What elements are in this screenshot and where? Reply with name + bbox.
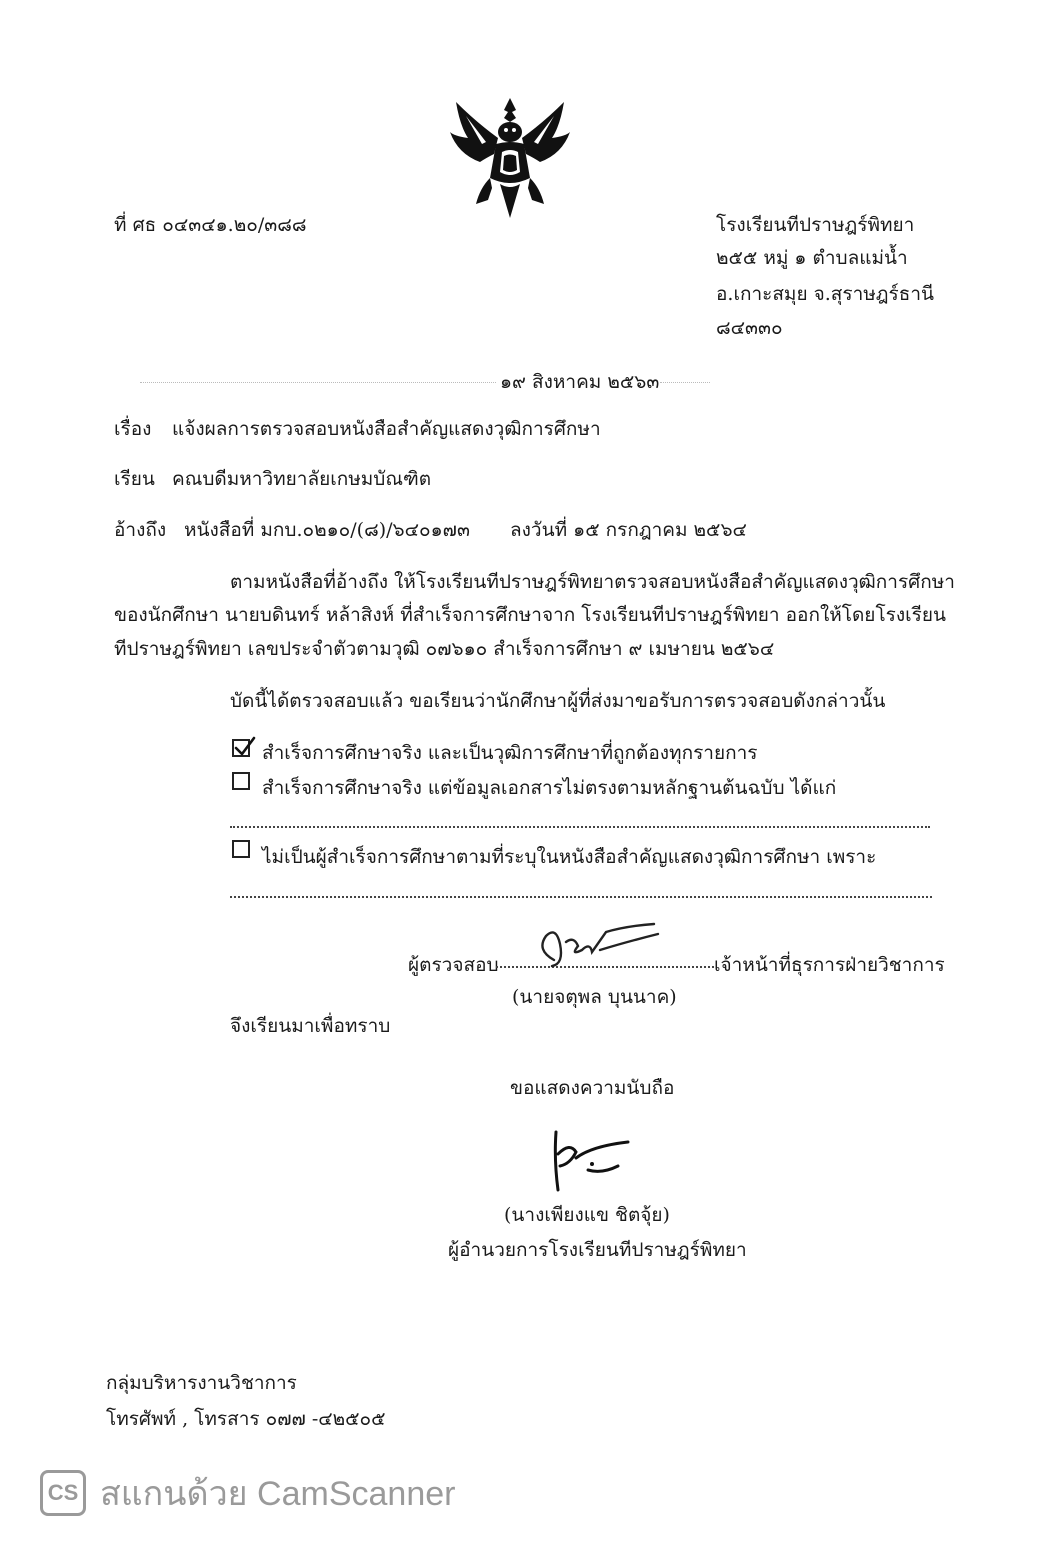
signer-name: (นางเพียงแข ชิตจุ้ย) <box>504 1204 670 1226</box>
footer-contact: โทรศัพท์ , โทรสาร ๐๗๗ -๔๒๕๐๕ <box>106 1408 386 1430</box>
option-checkbox-checked[interactable] <box>232 739 250 757</box>
signer-title: ผู้อำนวยการโรงเรียนทีปราษฎร์พิทยา <box>448 1239 747 1261</box>
option-3-fill-line <box>230 896 932 898</box>
reference-date: ลงวันที่ ๑๕ กรกฎาคม ๒๕๖๔ <box>510 519 747 541</box>
director-signature <box>544 1124 640 1196</box>
letter-date: ๑๙ สิงหาคม ๒๕๖๓ <box>500 371 660 393</box>
recipient-label: เรียน <box>114 468 155 490</box>
sender-district: อ.เกาะสมุย จ.สุราษฎร์ธานี <box>716 283 934 305</box>
garuda-emblem-icon <box>446 92 574 222</box>
sender-address-line: ๒๕๕ หมู่ ๑ ตำบลแม่น้ำ <box>716 247 908 269</box>
reference-document: หนังสือที่ มกบ.๐๒๑๐/(๘)/๖๔๐๑๗๓ <box>184 519 470 541</box>
date-leader <box>140 382 496 383</box>
inspector-name: (นายจตุพล บุนนาค) <box>512 986 677 1008</box>
option-label-2: สำเร็จการศึกษาจริง แต่ข้อมูลเอกสารไม่ตรงตามหลักฐานต้นฉบับ ได้แก่ <box>262 777 837 799</box>
salutation: ขอแสดงความนับถือ <box>510 1077 675 1099</box>
inspector-position: เจ้าหน้าที่ธุรการฝ่ายวิชาการ <box>714 954 945 976</box>
option-label-1: สำเร็จการศึกษาจริง และเป็นวุฒิการศึกษาที่ถูกต้องทุกรายการ <box>262 742 758 764</box>
option-label-3: ไม่เป็นผู้สำเร็จการศึกษาตามที่ระบุในหนังสือสำคัญแสดงวุฒิการศึกษา เพราะ <box>262 846 877 868</box>
reference-number: ที่ ศธ ๐๔๓๔๑.๒๐/๓๘๘ <box>114 214 307 236</box>
checkmark-icon <box>233 735 257 759</box>
recipient-text: คณบดีมหาวิทยาลัยเกษมบัณฑิต <box>172 468 432 490</box>
footer-department: กลุ่มบริหารงานวิชาการ <box>106 1372 297 1394</box>
sender-name: โรงเรียนทีปราษฎร์พิทยา <box>716 214 915 236</box>
subject-text: แจ้งผลการตรวจสอบหนังสือสำคัญแสดงวุฒิการศึกษา <box>172 418 601 440</box>
inspector-signature <box>530 920 670 976</box>
body-line-1: ตามหนังสือที่อ้างถึง ให้โรงเรียนทีปราษฎร์พิทยาตรวจสอบหนังสือสำคัญแสดงวุฒิการศึกษา <box>230 571 955 593</box>
camscanner-text: สแกนด้วย CamScanner <box>100 1475 456 1513</box>
option-checkbox-2[interactable] <box>232 772 250 790</box>
date-leader-right <box>660 382 710 383</box>
closing-request: จึงเรียนมาเพื่อทราบ <box>230 1015 391 1037</box>
reference-label: อ้างถึง <box>114 519 167 541</box>
option-checkbox-3[interactable] <box>232 840 250 858</box>
camscanner-logo-icon: CS <box>40 1470 86 1516</box>
subject-label: เรื่อง <box>114 418 152 440</box>
inspector-label: ผู้ตรวจสอบ <box>408 954 499 976</box>
camscanner-watermark <box>40 1470 455 1516</box>
body-line-4: บัดนี้ได้ตรวจสอบแล้ว ขอเรียนว่านักศึกษาผู้ที่ส่งมาขอรับการตรวจสอบดังกล่าวนั้น <box>230 690 886 712</box>
body-line-3: ทีปราษฎร์พิทยา เลขประจำตัวตามวุฒิ ๐๗๖๑๐ สำเร็จการศึกษา ๙ เมษายน ๒๕๖๔ <box>114 638 775 660</box>
sender-postcode: ๘๔๓๓๐ <box>716 317 783 339</box>
option-2-fill-line <box>230 826 930 828</box>
body-line-2: ของนักศึกษา นายบดินทร์ หล้าสิงห์ ที่สำเร็จการศึกษาจาก โรงเรียนทีปราษฎร์พิทยา ออกให้โดยโรงเรียน <box>114 604 946 626</box>
